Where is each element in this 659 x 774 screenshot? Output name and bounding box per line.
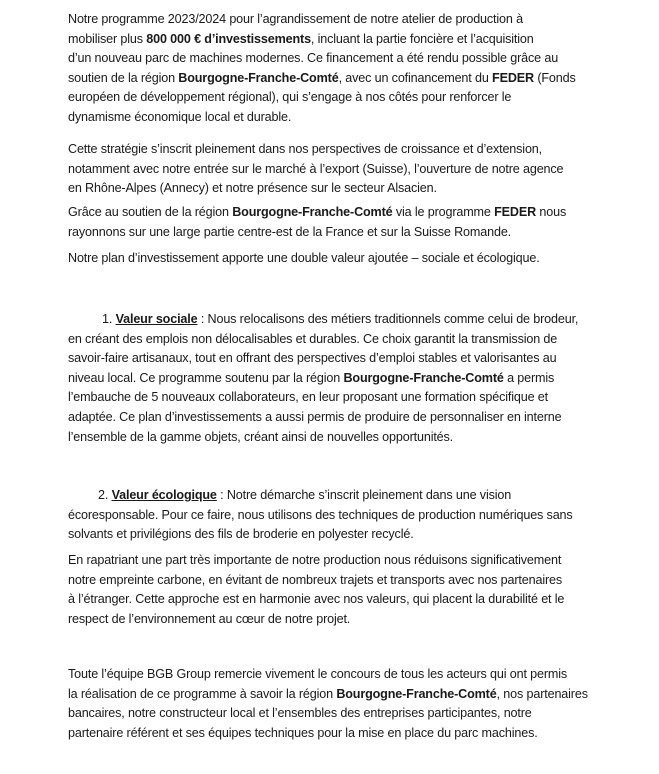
text-line: l’ensemble de la gamme objets, créant ainsi de nouvelles opportunités. xyxy=(68,429,454,444)
text-run: via le programme xyxy=(392,205,495,219)
text-line: respect de l’environnement au cœur de notre projet. xyxy=(68,611,351,626)
text-line: écoresponsable. Pour ce faire, nous utilisons des techniques de production numériques sans xyxy=(68,507,573,522)
text-run: soutien de la région xyxy=(68,70,179,85)
text-line xyxy=(68,369,578,389)
list-number: 1. xyxy=(102,312,113,326)
text-line: savoir-faire artisanaux, tout en offrant des perspectives d’emploi stables et valorisantes au xyxy=(68,351,557,366)
text-line: solvants et privilégions des fils de broderie en polyester recyclé. xyxy=(68,527,414,542)
list-item-ecological-value xyxy=(68,486,573,545)
text-run: : Nous relocalisons des métiers traditionnels comme celui de brodeur, xyxy=(197,312,579,326)
text-line xyxy=(68,685,588,705)
text-line xyxy=(68,30,576,50)
text-line xyxy=(68,203,566,223)
text-run: mobiliser plus xyxy=(68,31,147,46)
feder-label: FEDER xyxy=(494,205,537,219)
text-line: Cette stratégie s’inscrit pleinement dans nos perspectives de croissance et d’extension, xyxy=(68,142,543,156)
text-line: notre empreinte carbone, en évitant de nombreux trajets et transports avec nos partenaires xyxy=(68,572,563,587)
paragraph-thanks xyxy=(68,665,588,743)
text-line: européen de développement régional), qui s’engage à nos côtés pour renforcer le xyxy=(68,90,512,105)
region-name: Bourgogne-Franche-Comté xyxy=(343,370,504,385)
text-line: bancaires, notre constructeur local et l’ensembles des entreprises participantes, notre xyxy=(68,706,532,721)
region-name: Bourgogne-Franche-Comté xyxy=(336,686,497,701)
text-line: dynamisme économique local et durable. xyxy=(68,109,292,124)
text-line: Notre programme 2023/2024 pour l’agrandissement de notre atelier de production à xyxy=(68,12,523,26)
text-line: en créant des emplois non délocalisables et durables. Ce choix garantit la transmission de xyxy=(68,331,558,346)
text-line: notamment avec notre entrée sur le marché à l’export (Suisse), l’ouverture de notre agence xyxy=(68,161,564,176)
paragraph-intro xyxy=(68,10,576,128)
text-run: a permis xyxy=(503,370,555,385)
text-run: nous xyxy=(536,205,567,219)
paragraph-region-support xyxy=(68,203,566,242)
text-line: d’un nouveau parc de machines modernes. Ce financement a été rendu possible grâce au xyxy=(68,51,559,66)
investment-amount: 800 000 € d’investissements xyxy=(146,31,311,46)
paragraph-double-value xyxy=(68,249,540,269)
region-name: Bourgogne-Franche-Comté xyxy=(232,205,393,219)
text-line: En rapatriant une part très importante de notre production nous réduisons significativement xyxy=(68,553,562,567)
text-run: : Notre démarche s’inscrit pleinement dans une vision xyxy=(216,488,512,502)
feder-label: FEDER xyxy=(492,70,534,85)
list-item-social-value xyxy=(68,310,578,447)
text-line: en Rhône-Alpes (Annecy) et notre présence sur le secteur Alsacien. xyxy=(68,181,437,196)
text-line: l’embauche de 5 nouveaux collaborateurs, en leur proposant une formation spécifique et xyxy=(68,390,548,405)
item-title-ecological: Valeur écologique xyxy=(111,488,217,502)
text-run: , incluant la partie foncière et l’acquisition xyxy=(310,31,534,46)
text-run: niveau local. Ce programme soutenu par la région xyxy=(68,370,344,385)
text-line: adaptée. Ce plan d’investissements a aussi permis de produire de personnaliser en interne xyxy=(68,409,562,424)
text-run: , avec un cofinancement du xyxy=(338,70,493,85)
list-number: 2. xyxy=(98,488,109,502)
text-run: Grâce au soutien de la région xyxy=(68,205,233,219)
text-run: la réalisation de ce programme à savoir la région xyxy=(68,686,337,701)
item-title-social: Valeur sociale xyxy=(115,312,198,326)
text-line xyxy=(68,486,573,506)
text-line xyxy=(68,310,578,330)
region-name: Bourgogne-Franche-Comté xyxy=(178,70,339,85)
text-line: Notre plan d’investissement apporte une double valeur ajoutée – sociale et écologique. xyxy=(68,251,540,265)
text-line: partenaire référent et ses équipes techniques pour la mise en place du parc machines. xyxy=(68,725,538,740)
text-line: à l’étranger. Cette approche est en harmonie avec nos valeurs, qui placent la durabilité et le xyxy=(68,592,565,607)
text-run: (Fonds xyxy=(533,70,576,85)
text-line: rayonnons sur une large partie centre-est de la France et sur la Suisse Romande. xyxy=(68,224,512,239)
text-line: Toute l’équipe BGB Group remercie vivement le concours de tous les acteurs qui ont permis xyxy=(68,667,568,681)
text-run: , nos partenaires xyxy=(496,686,588,701)
paragraph-strategy xyxy=(68,140,563,199)
text-line xyxy=(68,69,576,89)
paragraph-carbon xyxy=(68,551,564,629)
